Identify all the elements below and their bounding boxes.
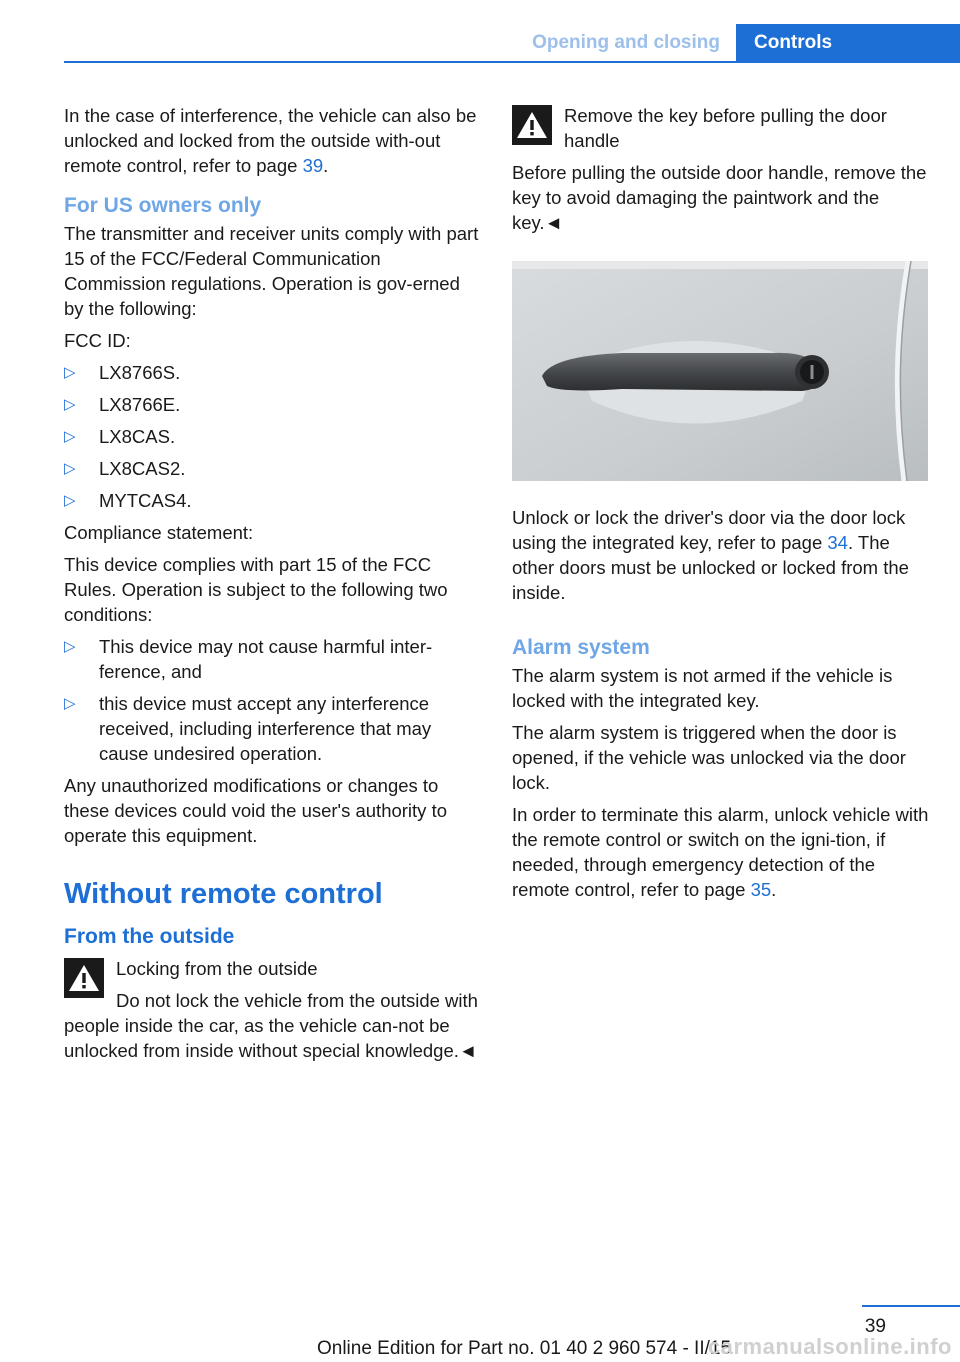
list-item (64, 456, 484, 481)
page-number: 39 (864, 1316, 886, 1337)
watermark: carmanualsonline.info (708, 1334, 952, 1359)
fcc-id: LX8766S. (99, 362, 181, 383)
triangle-bullet-icon: ▷ (64, 428, 76, 445)
unlock-paragraph (512, 505, 932, 605)
fcc-id: LX8CAS2. (99, 458, 186, 479)
right-column (512, 103, 932, 909)
list-item (64, 392, 484, 417)
without-remote-heading: Without remote control (64, 878, 383, 910)
us-owners-heading: For US owners only (64, 194, 262, 217)
header-section-title: Opening and closing (532, 32, 720, 53)
intro-text: In the case of interference, the vehicle can also be unlocked and locked from the outside with-out remote control, refer to page (64, 105, 477, 176)
footer-rule (862, 1305, 960, 1307)
warning-title: Locking from the outside (116, 958, 318, 979)
compliance-label: Compliance statement: (64, 522, 254, 543)
list-item (64, 691, 484, 766)
fcc-id-list (64, 360, 484, 513)
alarm-paragraph-1: The alarm system is not armed if the vehicle is locked with the integrated key. (512, 665, 893, 711)
alarm-paragraph-3 (512, 802, 932, 902)
triangle-bullet-icon: ▷ (64, 364, 76, 381)
compliance-paragraph: This device complies with part 15 of the FCC Rules. Operation is subject to the following two conditions: (64, 554, 448, 625)
warning-triangle-icon (512, 105, 552, 145)
us-owners-paragraph: The transmitter and receiver units comply with part 15 of the FCC/Federal Communication Commission regulations. Operation is gov-erned by the following: (64, 223, 479, 319)
triangle-bullet-icon: ▷ (64, 695, 76, 712)
fcc-id: MYTCAS4. (99, 490, 192, 511)
warning-locking-outside (64, 956, 484, 1063)
list-item (64, 634, 484, 684)
condition-text: this device must accept any interference received, including interference that may cause undesired operation. (99, 693, 432, 764)
unlock-text: Unlock or lock the driver's door via the door lock using the integrated key, refer to page (512, 507, 906, 553)
alarm-paragraph-2: The alarm system is triggered when the door is opened, if the vehicle was unlocked via the door lock. (512, 722, 906, 793)
triangle-bullet-icon: ▷ (64, 638, 76, 655)
condition-text: This device may not cause harmful inter-ference, and (99, 636, 433, 682)
warning-text: Before pulling the outside door handle, remove the key to avoid damaging the paintwork and the key.◄ (512, 162, 927, 233)
door-handle-photo (512, 261, 928, 481)
list-item (64, 488, 484, 513)
warning-title: Remove the key before pulling the door handle (564, 105, 887, 151)
from-outside-heading: From the outside (64, 925, 235, 948)
page-link-39[interactable]: 39 (302, 155, 324, 176)
fcc-id: LX8CAS. (99, 426, 176, 447)
left-column (64, 103, 484, 1070)
warning-text: Do not lock the vehicle from the outside with people inside the car, as the vehicle can-not be unlocked from inside without special knowledge.◄ (64, 990, 478, 1061)
intro-paragraph (64, 103, 484, 178)
modifications-paragraph: Any unauthorized modifications or changes to these devices could void the user's authority to operate this equipment. (64, 775, 447, 846)
alarm-system-heading: Alarm system (512, 636, 650, 659)
triangle-bullet-icon: ▷ (64, 492, 76, 509)
conditions-list (64, 634, 484, 766)
header-rule (64, 61, 960, 63)
page-link-34[interactable]: 34 (827, 532, 848, 553)
fcc-id: LX8766E. (99, 394, 181, 415)
edition-text: Online Edition for Part no. 01 40 2 960 574 - II/15 (316, 1338, 732, 1359)
unlock-text-end: . The other doors must be unlocked or locked from the inside. (512, 532, 909, 603)
header-chapter-tab: Controls (736, 24, 960, 61)
page-link-35[interactable]: 35 (750, 879, 772, 900)
fcc-id-label: FCC ID: (64, 330, 131, 351)
warning-remove-key (512, 103, 932, 235)
list-item (64, 360, 484, 385)
list-item (64, 424, 484, 449)
warning-triangle-icon (64, 958, 104, 998)
triangle-bullet-icon: ▷ (64, 396, 76, 413)
intro-period: . (323, 155, 329, 176)
triangle-bullet-icon: ▷ (64, 460, 76, 477)
alarm-text-end: . (771, 879, 777, 900)
alarm-text: In order to terminate this alarm, unlock vehicle with the remote control or switch on the igni-tion, if needed, through emergency detection of the remote control, refer to page (512, 804, 929, 900)
